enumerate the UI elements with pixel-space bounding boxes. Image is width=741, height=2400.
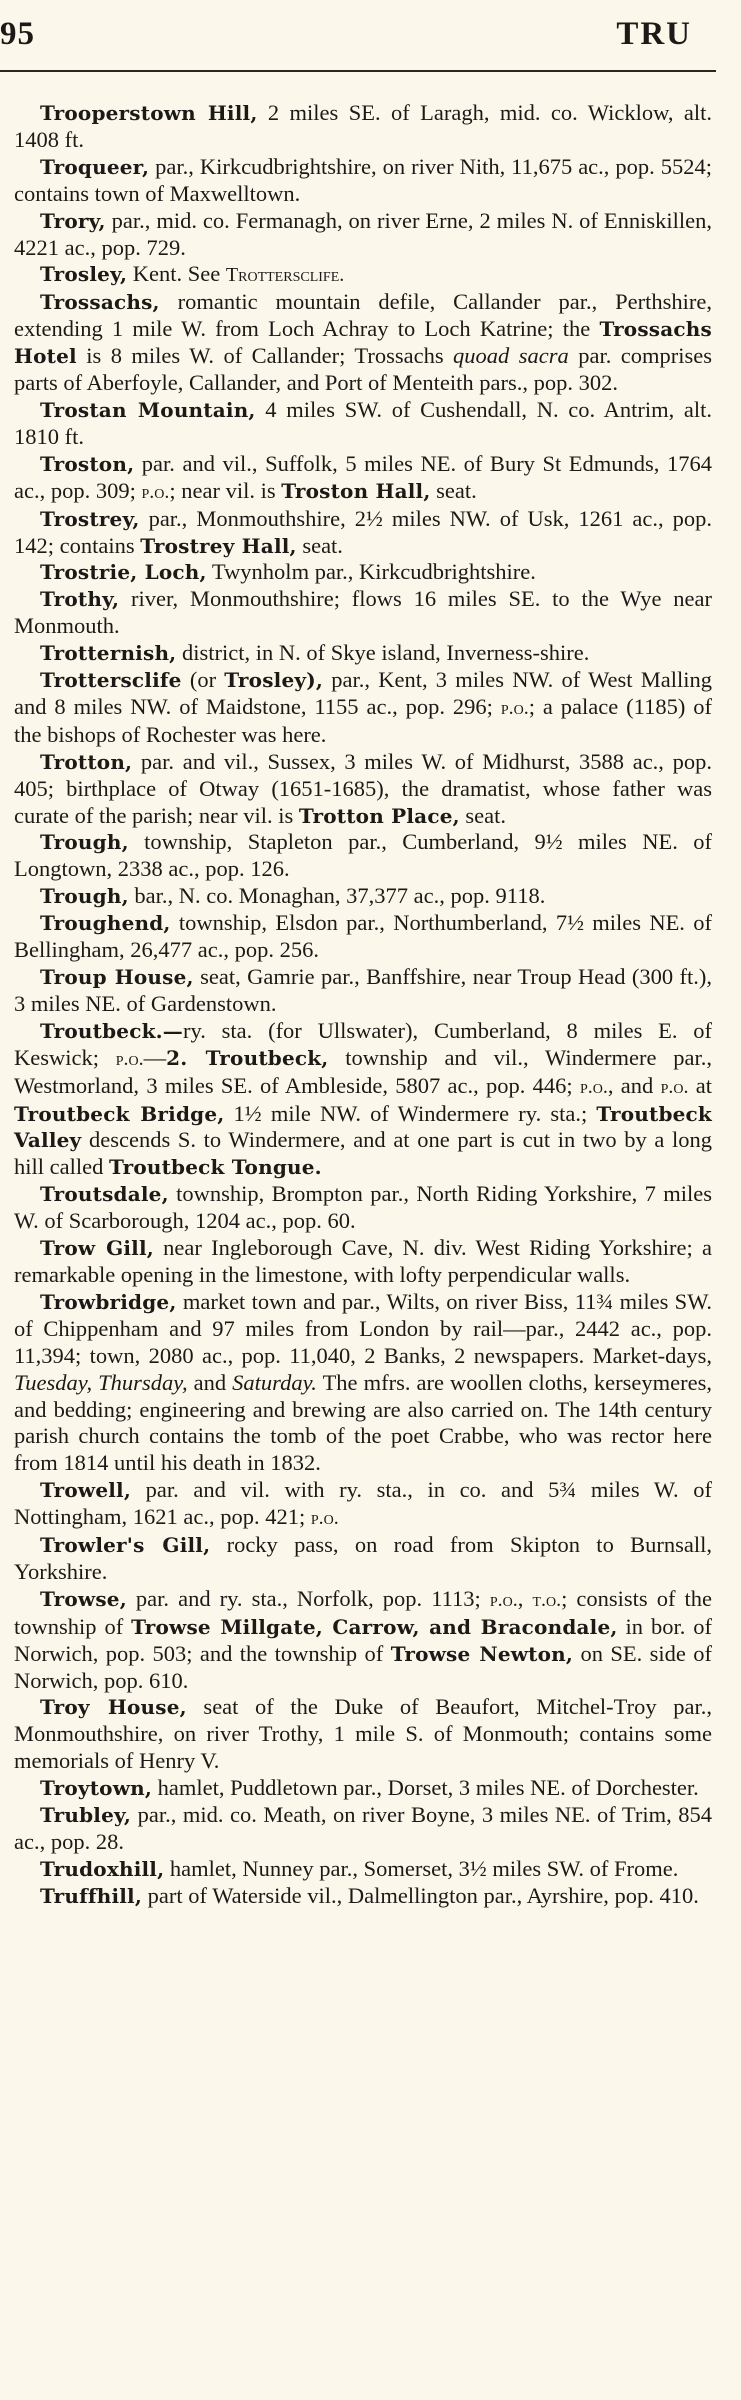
entry-text: seat of the Duke of Beaufort, Mitchel-Troy par., Monmouthshire, on river Trothy, 1 mile S. of Monmouth; contains some memorials of Henry V. — [14, 1694, 712, 1774]
entry-text: Twynholm par., Kirkcudbrightshire. — [206, 559, 536, 585]
entry-text: township, Brompton par., North Riding Yorkshire, 7 miles W. of Scarborough, 1204 ac., pop. 60. — [14, 1181, 712, 1234]
entry-text: is 8 miles W. of Callander; Trossachs — [76, 343, 454, 369]
entry-text: township and vil., Windermere par., Westmorland, 3 miles SE. of Ambleside, 5807 ac., pop. 446; — [14, 1044, 712, 1098]
running-head: TRU — [616, 16, 692, 52]
entry-text: The mfrs. are woollen cloths, kerseymeres, and bedding; engineering and brewing are also carried on. The 14th century parish church contains the tomb of the poet Crabbe, who was rector here from 1814 until his death in 1832. — [14, 1369, 712, 1476]
entry-headword: Troytown, — [40, 1776, 153, 1801]
entry-headword: Truffhill, — [40, 1883, 143, 1908]
entry-text: market town and par., Wilts, on river Biss, 11¾ miles SW. of Chippenham and 97 miles from London by rail—par., 2442 ac., pop. 11,394; town, 2080 ac., pop. 11,040, 2 Banks, 2 newspapers. Market-days, — [14, 1288, 712, 1368]
entry-trothy — [14, 586, 712, 640]
entry-headword: Trowell, — [40, 1478, 132, 1503]
bold-place-name: Troutbeck Valley — [14, 1101, 712, 1153]
bold-place-name: Trotton Place, — [298, 803, 460, 828]
entry-headword: Trottersclife — [40, 668, 182, 693]
entry-trotternish — [14, 640, 712, 667]
entry-text: river, Monmouthshire; flows 16 miles SE. to the Wye near Monmouth. — [14, 586, 712, 639]
entry-text: par. and vil., Suffolk, 5 miles NE. of Bury St Edmunds, 1764 ac., pop. 309; — [14, 450, 712, 503]
entry-text: Kent. See — [127, 261, 226, 287]
entry-headword: Troutbeck.— — [40, 1018, 183, 1043]
entry-headword: Troston, — [40, 451, 135, 476]
entry-headword: Troutsdale, — [40, 1182, 169, 1207]
entry-headword: Trudoxhill, — [40, 1856, 165, 1881]
entry-trotton — [14, 749, 712, 830]
entry-text: 4 miles SW. of Cushendall, N. co. Antrim, alt. 1810 ft. — [14, 396, 713, 449]
entry-text: seat. — [459, 802, 507, 828]
entry-troup-house — [14, 964, 712, 1018]
entry-trowse — [14, 1586, 712, 1695]
entry-headword: Trowse, — [40, 1586, 127, 1611]
entry-troutbeck — [14, 1018, 712, 1181]
entry-text: par., Kirkcudbrightshire, on river Nith, 11,675 ac., pop. 5524; contains town of Maxwelltown. — [14, 153, 712, 206]
small-caps-text: p.o. — [579, 1075, 608, 1098]
small-caps-text: p.o. — [310, 1507, 339, 1530]
entry-text: seat. — [296, 532, 343, 558]
italic-text: Tuesday, Thursday, — [14, 1369, 188, 1395]
entry-headword: Trow Gill, — [40, 1236, 154, 1261]
entry-headword: Trossachs, — [40, 290, 160, 315]
entry-text: seat. — [430, 477, 477, 503]
entry-headword: Trothy, — [40, 587, 120, 612]
bold-place-name: Trossachs Hotel — [14, 317, 712, 369]
entry-headword: Trowler's Gill, — [40, 1533, 211, 1558]
entry-headword: Trotternish, — [40, 641, 177, 666]
entry-headword: Trowbridge, — [40, 1289, 177, 1314]
bold-place-name: Troutbeck Bridge, — [14, 1101, 225, 1126]
entry-text: ; near vil. is — [169, 477, 282, 503]
entry-trowlers-gill — [14, 1532, 712, 1586]
entry-text: , and — [607, 1072, 661, 1098]
entry-troutsdale — [14, 1181, 712, 1235]
entry-text: par. comprises parts of Aberfoyle, Callander, and Port of Menteith pars., pop. 302. — [14, 343, 712, 396]
entry-text: ; consists of the township of — [14, 1585, 712, 1639]
italic-text: Saturday. — [232, 1369, 317, 1395]
entry-text: ; a palace (1185) of the bishops of Rochester was here. — [14, 693, 712, 747]
bold-place-name: 2. Troutbeck, — [166, 1045, 329, 1070]
page-number: 95 — [0, 16, 35, 52]
entry-text: township, Elsdon par., Northumberland, 7½ miles NE. of Bellingham, 26,477 ac., pop. 256. — [14, 910, 712, 963]
entry-text: in bor. of Norwich, pop. 503; and the township of — [14, 1613, 713, 1666]
entry-trow-gill — [14, 1235, 712, 1289]
entry-headword: Trostan Mountain, — [40, 397, 256, 422]
entry-headword: Trough, — [40, 830, 129, 855]
entry-text: ry. sta. (for Ullswater), Cumberland, 8 miles E. of Keswick; — [14, 1017, 712, 1070]
entry-trowell — [14, 1477, 712, 1532]
entry-headword: Trotton, — [40, 749, 133, 774]
italic-text: quoad sacra — [453, 343, 569, 369]
entry-troughend — [14, 910, 712, 964]
small-caps-text: p.o. — [489, 1588, 518, 1611]
entry-troston — [14, 451, 712, 506]
entry-text: par., mid. co. Fermanagh, on river Erne, 2 miles N. of Enniskillen, 4221 ac., pop. 729. — [14, 207, 712, 260]
entry-text: rocky pass, on road from Skipton to Burnsall, Yorkshire. — [14, 1532, 712, 1584]
entry-text: at — [688, 1072, 712, 1098]
entry-troqueer — [14, 154, 712, 208]
entry-text: part of Waterside vil., Dalmellington par., Ayrshire, pop. 410. — [142, 1882, 699, 1908]
bold-place-name: Trowse Newton, — [390, 1641, 574, 1666]
entry-trooperstown-hill — [14, 100, 712, 154]
entry-headword: Troqueer, — [40, 154, 150, 179]
entry-headword: Trory, — [40, 208, 106, 233]
entry-trostan-mountain — [14, 397, 712, 451]
entry-text: and — [187, 1369, 233, 1395]
bold-place-name: Troston Hall, — [281, 478, 431, 503]
entry-troytown — [14, 1775, 712, 1802]
entry-text: par., Monmouthshire, 2½ miles NW. of Usk, 1261 ac., pop. 142; contains — [14, 505, 712, 558]
small-caps-text: p.o. — [115, 1047, 144, 1070]
page-header — [0, 0, 716, 62]
entry-text: seat, Gamrie par., Banffshire, near Troup Head (300 ft.), 3 miles NE. of Gardenstown. — [14, 964, 713, 1016]
entry-trowbridge — [14, 1289, 712, 1477]
entry-trossachs — [14, 289, 712, 397]
small-caps-text: Trottersclife. — [225, 264, 345, 287]
entry-text: par. and vil., Sussex, 3 miles W. of Midhurst, 3588 ac., pop. 405; birthplace of Otway (1651-1685), the dramatist, whose father was curate of the parish; near vil. is — [14, 748, 712, 828]
entry-text: on SE. side of Norwich, pop. 610. — [14, 1640, 712, 1693]
entry-text: par., Kent, 3 miles NW. of West Malling and 8 miles NW. of Maidstone, 1155 ac., pop. 296; — [14, 667, 712, 719]
entry-text: , — [517, 1585, 533, 1611]
entry-headword: Troughend, — [40, 911, 171, 936]
entry-text: hamlet, Puddletown par., Dorset, 3 miles NE. of Dorchester. — [152, 1775, 699, 1801]
entry-trostrey — [14, 506, 712, 560]
entry-text: hamlet, Nunney par., Somerset, 3½ miles SW. of Frome. — [164, 1855, 679, 1881]
entry-trosley — [14, 261, 712, 289]
entry-list — [14, 100, 712, 1910]
entry-text: 2 miles SE. of Laragh, mid. co. Wicklow, alt. 1408 ft. — [14, 100, 713, 152]
small-caps-text: p.o. — [141, 480, 170, 503]
entry-headword: Troup House, — [40, 965, 194, 989]
bold-place-name: Troutbeck Tongue. — [108, 1155, 322, 1180]
entry-text: par. and ry. sta., Norfolk, pop. 1113; — [126, 1585, 490, 1611]
entry-text: descends S. to Windermere, and at one part is cut in two by a long hill called — [14, 1127, 712, 1180]
entry-troy-house — [14, 1694, 712, 1775]
entry-trottersclife — [14, 667, 712, 749]
entry-headword: Trubley, — [40, 1803, 132, 1828]
small-caps-text: p.o. — [660, 1075, 689, 1098]
bold-place-name: Trowse Millgate, Carrow, and Bracondale, — [131, 1614, 618, 1639]
entry-text: 1½ mile NW. of Windermere ry. sta.; — [224, 1100, 597, 1126]
entry-headword: Trooperstown Hill, — [40, 101, 258, 125]
entry-headword: Trosley, — [40, 262, 128, 287]
entry-trough-monaghan — [14, 883, 712, 910]
entry-headword: Trostrie, Loch, — [40, 560, 207, 585]
bold-place-name: Trosley), — [224, 668, 324, 693]
entry-trory — [14, 208, 712, 262]
header-rule — [0, 70, 716, 72]
entry-text: township, Stapleton par., Cumberland, 9½ miles NE. of Longtown, 2338 ac., pop. 126. — [14, 829, 712, 882]
small-caps-text: p.o. — [500, 696, 529, 719]
entry-text: par., mid. co. Meath, on river Boyne, 3 miles NE. of Trim, 854 ac., pop. 28. — [14, 1802, 712, 1854]
entry-headword: Trough, — [40, 884, 129, 909]
entry-headword: Troy House, — [40, 1695, 187, 1720]
entry-text: (or — [181, 667, 225, 693]
entry-trudoxhill — [14, 1856, 712, 1883]
entry-text: — — [143, 1044, 167, 1070]
entry-text: bar., N. co. Monaghan, 37,377 ac., pop. 9118. — [128, 883, 546, 909]
entry-text: par. and vil. with ry. sta., in co. and 5¾ miles W. of Nottingham, 1621 ac., pop. 421; — [14, 1477, 712, 1530]
entry-trough-cumberland — [14, 829, 712, 883]
entry-truffhill — [14, 1883, 712, 1910]
entry-headword: Trostrey, — [40, 506, 140, 531]
small-caps-text: t.o. — [532, 1588, 562, 1611]
entry-text: romantic mountain defile, Callander par., Perthshire, extending 1 mile W. from Loch Achray to Loch Katrine; the — [14, 289, 712, 342]
entry-text: district, in N. of Skye island, Inverness-shire. — [176, 640, 590, 666]
entry-trostrie-loch — [14, 559, 712, 586]
entry-text: near Ingleborough Cave, N. div. West Riding Yorkshire; a remarkable opening in the limestone, with lofty perpendicular walls. — [14, 1235, 712, 1287]
entry-trubley — [14, 1802, 712, 1856]
bold-place-name: Trostrey Hall, — [140, 533, 297, 558]
